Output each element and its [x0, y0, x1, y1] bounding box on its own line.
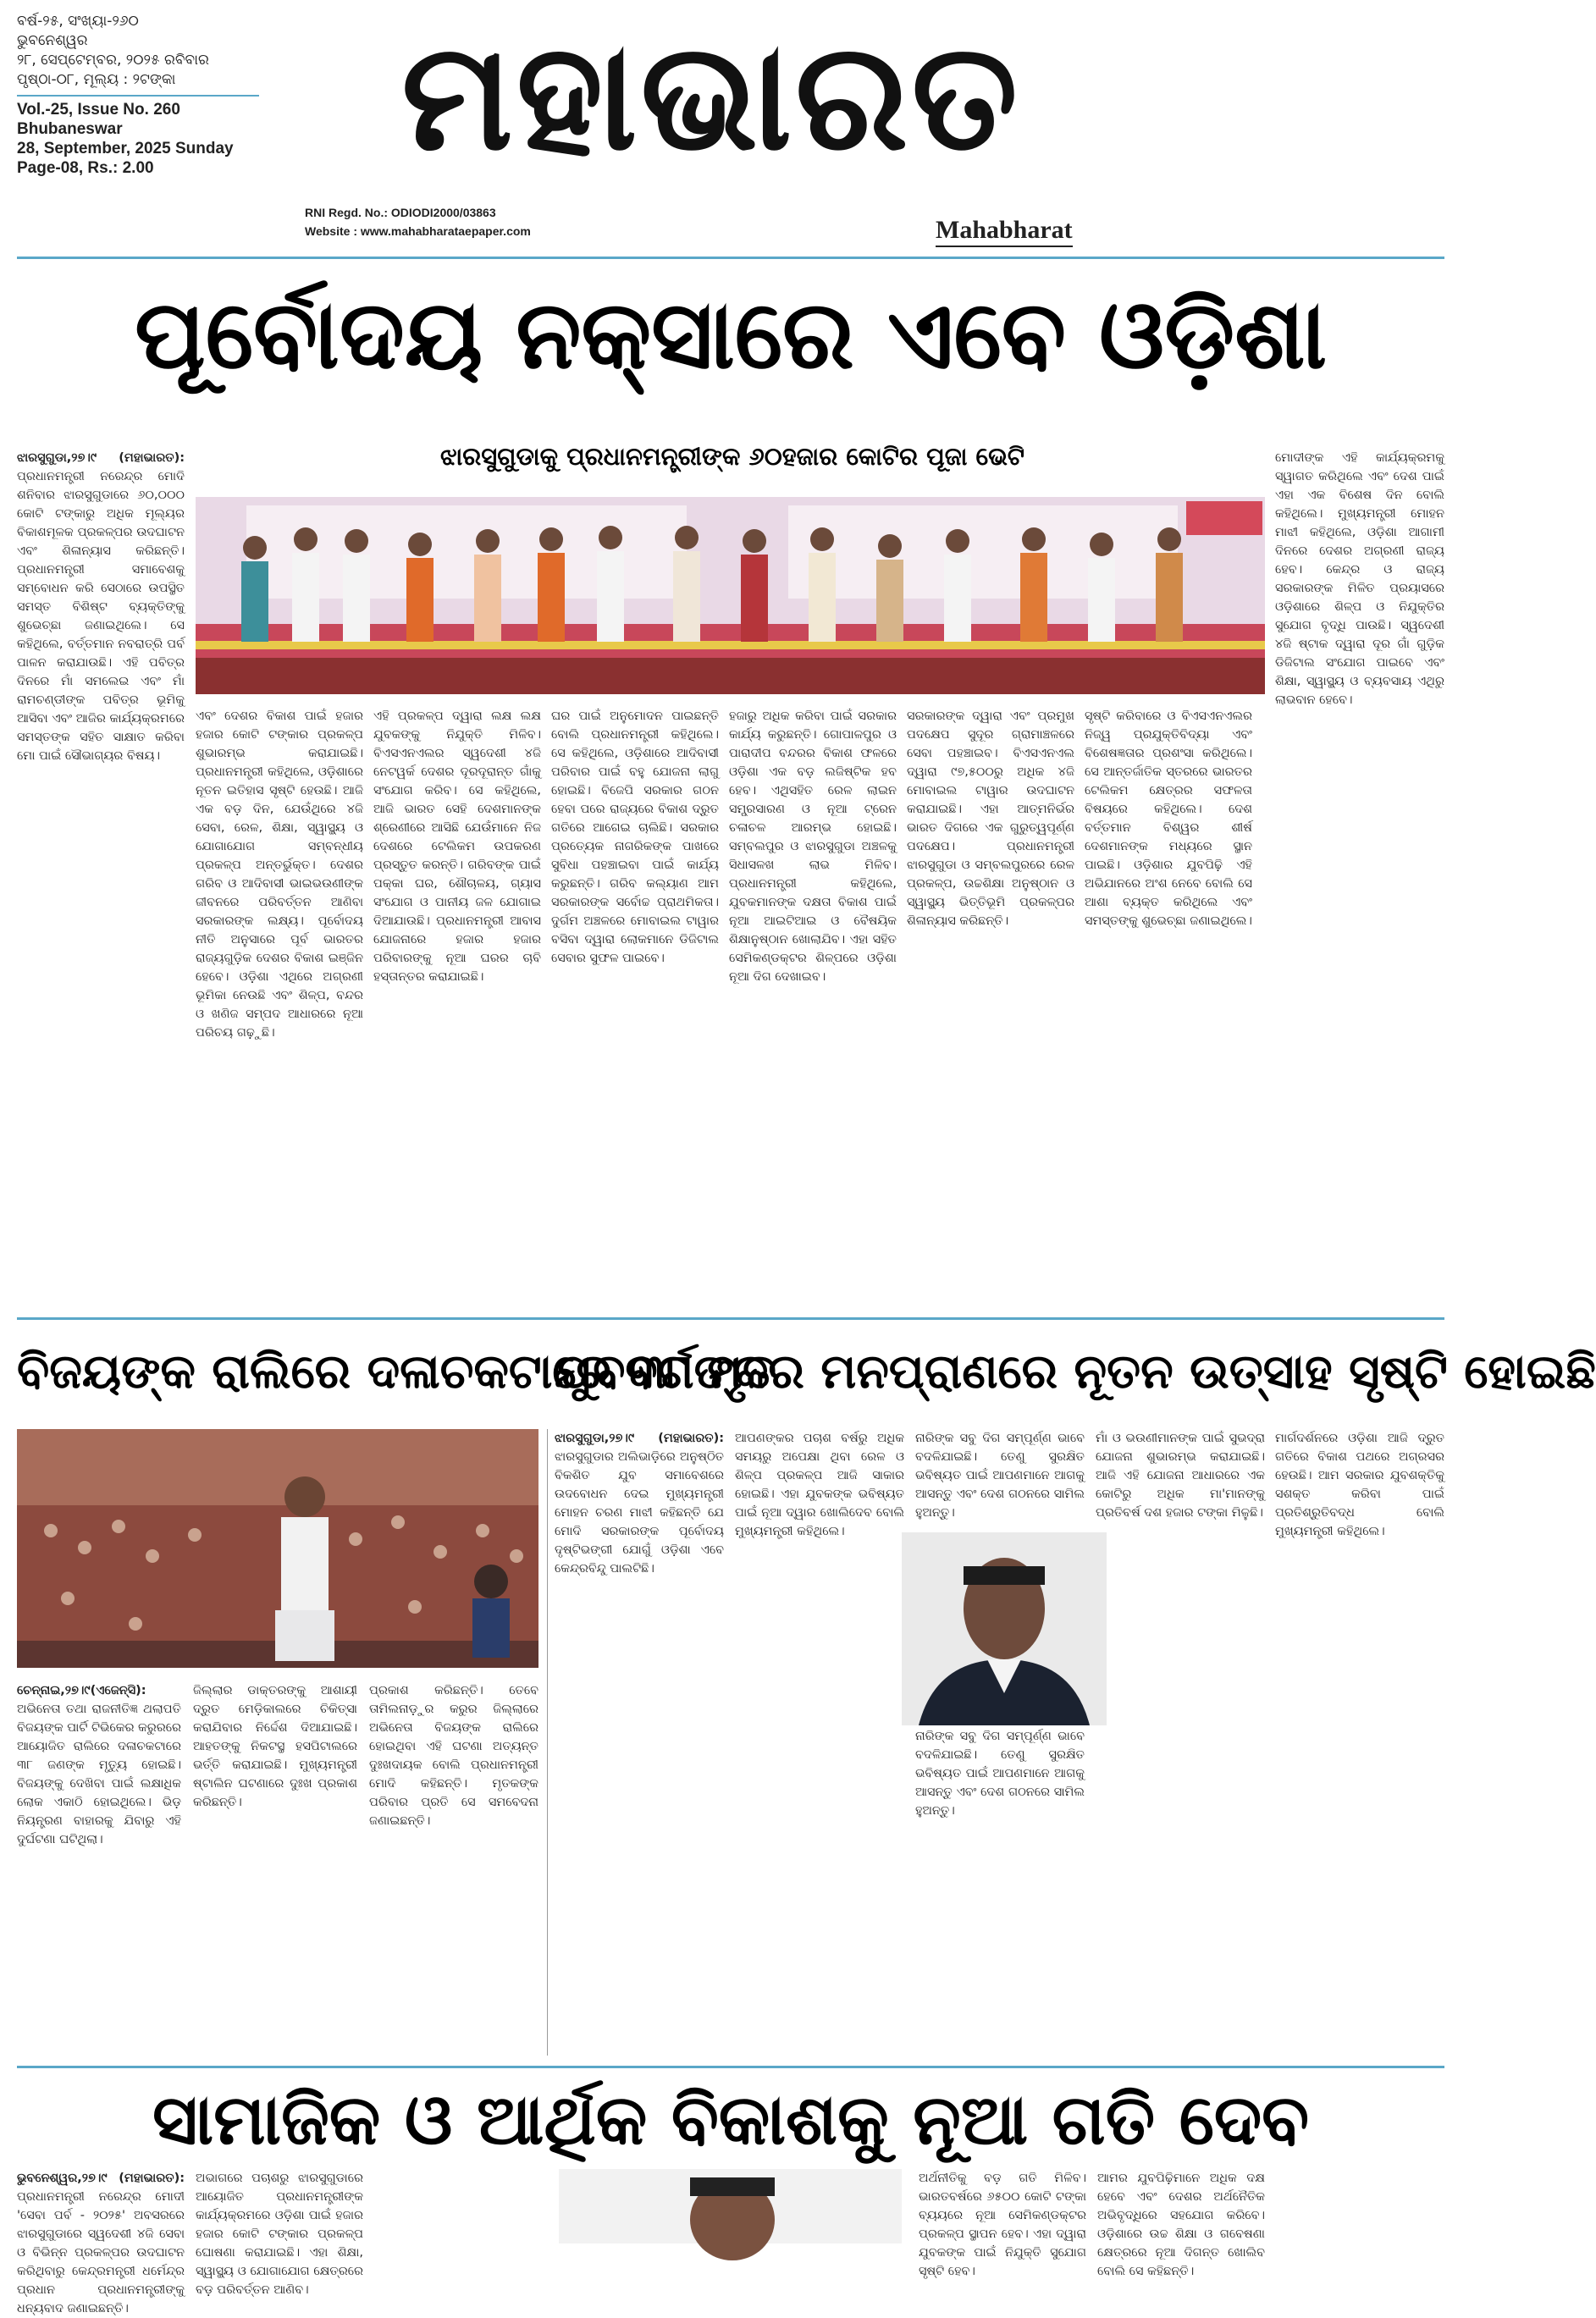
- en-city: Bhubaneswar: [17, 120, 123, 138]
- story2-lead: ଅଭିନେତା ତଥା ରାଜନୀତିଜ୍ଞ ଥଲାପତି ବିଜୟଙ୍କ ପାର୍ଟି ଟିଭିକେର କରୁରରେ ଆୟୋଜିତ ରାଲିରେ ଦଳାଚକଟାରେ ୩୮ ଜଣଙ୍କ ମୃତ୍ୟୁ ହୋଇଛି। ବିଜୟଙ୍କୁ ଦେଖିବା ପାଇଁ ଲକ୍ଷାଧିକ ଲୋକ ଏକାଠି ହୋଇଥିଲେ। ଭିଡ଼ ନିୟନ୍ତ୍ରଣ ବାହାରକୁ ଯିବାରୁ ଏହି ଦୁର୍ଘଟଣା ଘଟିଥିଲା।: [17, 1703, 182, 1846]
- masthead-rule: [17, 257, 1444, 259]
- story3-column-3b: ନାରିଙ୍କ ସବୁ ଦିଗ ସମ୍ପୂର୍ଣ୍ଣ ଭାବେ ବଦଳିଯାଇଛି। ତେଣୁ ସୁରକ୍ଷିତ ଭବିଷ୍ୟତ ପାଇଁ ଆପଣମାନେ ଆଗକୁ ଆସନ୍ତୁ ଏବଂ ଦେଶ ଗଠନରେ ସାମିଲ ହୁଅନ୍ତୁ।: [915, 1730, 1085, 1818]
- chief-minister-photo: [902, 1532, 1107, 1725]
- story4-column-1: [17, 2169, 185, 2315]
- story4-headline: ସାମାଜିକ ଓ ଆର୍ଥିକ ବିକାଶକୁ ନୂଆ ଗତି ଦେବ: [152, 2080, 1310, 2161]
- story2-column-2: ଜିଲ୍ଲାର ଡାକ୍ତରଙ୍କୁ ଆଶାୟୀ ଦ୍ରୁତ ମେଡ଼ିକାଲରେ ଚିକିତ୍ସା କରାଯିବାର ନିର୍ଦ୍ଦେଶ ଦିଆଯାଇଛି। ଆହତଙ୍କୁ ନିକଟସ୍ଥ ହସପିଟାଲରେ ଭର୍ତ୍ତି କରାଯାଇଛି। ମୁଖ୍ୟମନ୍ତ୍ରୀ ଷ୍ଟାଲିନ ଘଟଣାରେ ଦୁଃଖ ପ୍ରକାଶ କରିଛନ୍ତି।: [193, 1684, 357, 1809]
- en-price: Page-08, Rs.: 2.00: [17, 159, 154, 177]
- story3-column-2: ଆପଣଙ୍କର ପଚାଶ ବର୍ଷରୁ ଅଧିକ ସମୟରୁ ଅପେକ୍ଷା ଥିବା ରେଳ ଓ ଶିଳ୍ପ ପ୍ରକଳ୍ପ ଆଜି ସାକାର ହୋଇଛି। ଏହା ଯୁବକଙ୍କ ଭବିଷ୍ୟତ ପାଇଁ ନୂଆ ଦ୍ୱାର ଖୋଲିଦେବ ବୋଲି ମୁଖ୍ୟମନ୍ତ୍ରୀ କହିଥିଲେ।: [735, 1432, 904, 1538]
- story3-headline: ଯୁବବର୍ଗଙ୍କର ମନପ୍ରାଣରେ ନୂତନ ଉତ୍ସାହ ସୃଷ୍ଟି ହୋଇଛି: [555, 1344, 1596, 1399]
- odia-date: ୨୮, ସେପ୍ଟେମ୍ବର, ୨୦୨୫ ରବିବାର: [17, 52, 209, 69]
- story1-subhead: ଝାରସୁଗୁଡାକୁ ପ୍ରଧାନମନ୍ତ୍ରୀଙ୍କ ୬୦ହଜାର କୋଟିର ପୂଜା ଭେଟି: [440, 442, 1024, 471]
- story2-headline: ବିଜୟଙ୍କ ରାଲିରେ ଦଳାଚକଟାରେ ୩୮ ମୃତ: [17, 1344, 776, 1399]
- en-date: 28, September, 2025 Sunday: [17, 140, 234, 157]
- masthead-issue-info: [17, 12, 262, 178]
- en-issue: Vol.-25, Issue No. 260: [17, 101, 180, 119]
- column-divider: [547, 1429, 548, 2056]
- story1-headline: ପୂର୍ବୋଦୟ ନକ୍ସାରେ ଏବେ ଓଡ଼ିଶା: [134, 280, 1327, 390]
- section-rule-2: [17, 2066, 1444, 2068]
- story3-column-4: ମାଁ ଓ ଭଉଣୀମାନଙ୍କ ପାଇଁ ସୁଭଦ୍ରା ଯୋଜନା ଶୁଭାରମ୍ଭ କରାଯାଇଛି। ଆଜି ଏହି ଯୋଜନା ଆଧାରରେ ଏକ କୋଟିରୁ ଅଧିକ ମା'ମାନଙ୍କୁ ପ୍ରତିବର୍ଷ ଦଶ ହଜାର ଟଙ୍କା ମିଳୁଛି।: [1096, 1432, 1265, 1520]
- story1-dateline: ଝାରସୁଗୁଡା,୨୭।୯ (ମହାଭାରତ):: [17, 451, 185, 465]
- website-link[interactable]: Website : www.mahabharataepaper.com: [305, 224, 531, 238]
- story1-column-6: ସରକାରଙ୍କ ଦ୍ୱାରା ଏବଂ ପ୍ରମୁଖ ପଦକ୍ଷେପ ସୁଦୂର ଗ୍ରାମାଞ୍ଚଳରେ ସେବା ପହଞ୍ଚାଇବ। ବିଏସଏନଏଲ ଦ୍ୱାରା ୯୭,୫୦୦ରୁ ଅଧିକ ୪ଜି ମୋବାଇଲ ଟାୱାର ଉଦଘାଟନ କରାଯାଇଛି। ଏହା ଆତ୍ମନିର୍ଭର ଭାରତ ଦିଗରେ ଏକ ଗୁରୁତ୍ୱପୂର୍ଣ୍ଣ ପଦକ୍ଷେପ। ପ୍ରଧାନମନ୍ତ୍ରୀ ଝାରସୁଗୁଡା ଓ ସମ୍ବଲପୁରରେ ରେଳ ପ୍ରକଳ୍ପ, ଉଚ୍ଚଶିକ୍ଷା ଅନୁଷ୍ଠାନ ଓ ସ୍ୱାସ୍ଥ୍ୟ ଭିତ୍ତିଭୂମି ପ୍ରକଳ୍ପର ଶିଳାନ୍ୟାସ କରିଛନ୍ତି।: [907, 709, 1074, 928]
- odia-price: ପୃଷ୍ଠା-୦୮, ମୂଲ୍ୟ : ୨ଟଙ୍କା: [17, 71, 176, 88]
- story2-column-3: ପ୍ରକାଶ କରିଛନ୍ତି। ତେବେ ତାମିଲନାଡ଼ୁର କରୁର ଜିଲ୍ଲାରେ ଅଭିନେତା ବିଜୟଙ୍କ ରାଲିରେ ହୋଇଥିବା ଏହି ଘଟଣା ଅତ୍ୟନ୍ତ ଦୁଃଖଦାୟକ ବୋଲି ପ୍ରଧାନମନ୍ତ୍ରୀ ମୋଦି କହିଛନ୍ତି। ମୃତକଙ୍କ ପରିବାର ପ୍ରତି ସେ ସମବେଦନା ଜଣାଇଛନ୍ତି।: [369, 1684, 538, 1828]
- story4-lead: ପ୍ରଧାନମନ୍ତ୍ରୀ ନରେନ୍ଦ୍ର ମୋଦୀ 'ସେବା ପର୍ବ - ୨୦୨୫' ଅବସରରେ ଝାରସୁଗୁଡାରେ ସ୍ୱଦେଶୀ ୪ଜି ସେବା ଓ ବିଭିନ୍ନ ପ୍ରକଳ୍ପର ଉଦଘାଟନ କରିଥିବାରୁ କେନ୍ଦ୍ରମନ୍ତ୍ରୀ ଧର୍ମେନ୍ଦ୍ର ପ୍ରଧାନ ପ୍ରଧାନମନ୍ତ୍ରୀଙ୍କୁ ଧନ୍ୟବାଦ ଜଣାଇଛନ୍ତି।: [17, 2190, 185, 2315]
- story4-dateline: ଭୁବନେଶ୍ୱର,୨୭।୯ (ମହାଭାରତ):: [17, 2172, 185, 2185]
- union-minister-photo: [559, 2169, 902, 2243]
- newspaper-logo: ମହାଭାରତ: [401, 10, 1021, 184]
- odia-issue: ବର୍ଷ-୨୫, ସଂଖ୍ୟା-୨୬୦: [17, 13, 139, 30]
- rni-number: RNI Regd. No.: ODIODI2000/03863: [305, 206, 496, 219]
- story1-lead: ପ୍ରଧାନମନ୍ତ୍ରୀ ନରେନ୍ଦ୍ର ମୋଦି ଶନିବାର ଝାରସୁଗୁଡାରେ ୬୦,୦୦୦ କୋଟି ଟଙ୍କାରୁ ଅଧିକ ମୂଲ୍ୟର ବିକାଶମୂଳକ ପ୍ରକଳ୍ପର ଉଦଘାଟନ ଏବଂ ଶିଳାନ୍ୟାସ କରିଛନ୍ତି। ପ୍ରଧାନମନ୍ତ୍ରୀ ସମାବେଶକୁ ସମ୍ବୋଧନ କରି ସେଠାରେ ଉପସ୍ଥିତ ସମସ୍ତ ବିଶିଷ୍ଟ ବ୍ୟକ୍ତିଙ୍କୁ ଶୁଭେଚ୍ଛା ଜଣାଇଥିଲେ। ସେ କହିଥିଲେ, ବର୍ତ୍ତମାନ ନବରାତ୍ରି ପର୍ବ ପାଳନ କରାଯାଉଛି। ଏହି ପବିତ୍ର ଦିନରେ ମାଁ ସମଲେଇ ଏବଂ ମାଁ ରାମଚଣ୍ଡୀଙ୍କ ପବିତ୍ର ଭୂମିକୁ ଆସିବା ଏବଂ ଆଜିର କାର୍ଯ୍ୟକ୍ରମରେ ସମସ୍ତଙ୍କ ସହିତ ସାକ୍ଷାତ କରିବା ମୋ ପାଇଁ ସୌଭାଗ୍ୟର ବିଷୟ।: [17, 470, 185, 763]
- section-rule-1: [17, 1317, 1444, 1320]
- story2-column-1: [17, 1681, 181, 2054]
- story3-column-3: ନାରିଙ୍କ ସବୁ ଦିଗ ସମ୍ପୂର୍ଣ୍ଣ ଭାବେ ବଦଳିଯାଇଛି। ତେଣୁ ସୁରକ୍ଷିତ ଭବିଷ୍ୟତ ପାଇଁ ଆପଣମାନେ ଆଗକୁ ଆସନ୍ତୁ ଏବଂ ଦେଶ ଗଠନରେ ସାମିଲ ହୁଅନ୍ତୁ।: [915, 1432, 1085, 1520]
- story4-column-4: ଆମର ଯୁବପିଢ଼ିମାନେ ଅଧିକ ଦକ୍ଷ ହେବେ ଏବଂ ଦେଶର ଅର୍ଥନୈତିକ ଅଭିବୃଦ୍ଧିରେ ସହଯୋଗ କରିବେ। ଓଡ଼ିଶାରେ ଉଚ୍ଚ ଶିକ୍ଷା ଓ ଗବେଷଣା କ୍ଷେତ୍ରରେ ନୂଆ ଦିଗନ୍ତ ଖୋଲିବ ବୋଲି ସେ କହିଛନ୍ତି।: [1097, 2172, 1265, 2278]
- story1-column-1: [17, 449, 185, 1304]
- story4-column-2: ଅଭାଗରେ ପଚାଶରୁ ଝାରସୁଗୁଡାରେ ଆୟୋଜିତ ପ୍ରଧାନମନ୍ତ୍ରୀଙ୍କ କାର୍ଯ୍ୟକ୍ରମରେ ଓଡ଼ିଶା ପାଇଁ ହଜାର ହଜାର କୋଟି ଟଙ୍କାର ପ୍ରକଳ୍ପ ଘୋଷଣା କରାଯାଇଛି। ଏହା ଶିକ୍ଷା, ସ୍ୱାସ୍ଥ୍ୟ ଓ ଯୋଗାଯୋଗ କ୍ଷେତ୍ରରେ ବଡ଼ ପରିବର୍ତ୍ତନ ଆଣିବ।: [196, 2172, 363, 2297]
- odia-city: ଭୁବନେଶ୍ୱର: [17, 32, 88, 49]
- rally-crowd-photo: [17, 1429, 538, 1668]
- story3-lead: ଝାରସୁଗୁଡାର ଅଲିଭାଡ଼ିରେ ଅନୁଷ୍ଠିତ ବିକଶିତ ଯୁବ ସମାବେଶରେ ଉଦବୋଧନ ଦେଇ ମୁଖ୍ୟମନ୍ତ୍ରୀ ମୋହନ ଚରଣ ମାଝୀ କହିଛନ୍ତି ଯେ ମୋଦି ସରକାରଙ୍କ ପୂର୍ବୋଦୟ ଦୃଷ୍ଟିଭଙ୍ଗୀ ଯୋଗୁଁ ଓଡ଼ିଶା ଏବେ କେନ୍ଦ୍ରବିନ୍ଦୁ ପାଲଟିଛି।: [555, 1450, 724, 1576]
- registration-info: [305, 203, 531, 240]
- brand-english-name: Mahabharat: [936, 216, 1073, 247]
- story3-dateline: ଝାରସୁଗୁଡା,୨୭।୯ (ମହାଭାରତ):: [555, 1432, 724, 1445]
- story2-dateline: ଚେନ୍ନାଇ,୨୭।୯(ଏଜେନ୍ସି):: [17, 1684, 146, 1697]
- story3-column-1: [555, 1429, 724, 2056]
- story1-column-7: ସୃଷ୍ଟି କରିବାରେ ଓ ବିଏସଏନଏଲର ନିଜ୍ୱ ପ୍ରଯୁକ୍ତିବିଦ୍ୟା ଏବଂ ବିଶେଷଜ୍ଞତାର ପ୍ରଶଂସା କରିଥିଲେ। ସେ ଆନ୍ତର୍ଜାତିକ ସ୍ତରରେ ଭାରତର ଟେଲିକମ କ୍ଷେତ୍ରର ସଫଳତା ବିଷୟରେ କହିଥିଲେ। ଦେଶ ବର୍ତ୍ତମାନ ବିଶ୍ୱର ଶୀର୍ଷ ଦେଶମାନଙ୍କ ମଧ୍ୟରେ ସ୍ଥାନ ପାଇଛି। ଓଡ଼ିଶାର ଯୁବପିଢ଼ି ଏହି ଅଭିଯାନରେ ଅଂଶ ନେବେ ବୋଲି ସେ ଆଶା ବ୍ୟକ୍ତ କରିଥିଲେ ଏବଂ ସମସ୍ତଙ୍କୁ ଶୁଭେଚ୍ଛା ଜଣାଇଥିଲେ।: [1085, 709, 1252, 928]
- story1-column-8: ମୋଦୀଙ୍କ ଏହି କାର୍ଯ୍ୟକ୍ରମକୁ ସ୍ୱାଗତ କରିଥିଲେ ଏବଂ ଦେଶ ପାଇଁ ଏହା ଏକ ବିଶେଷ ଦିନ ବୋଲି କହିଥିଲେ। ମୁଖ୍ୟମନ୍ତ୍ରୀ ମୋହନ ମାଝୀ କହିଥିଲେ, ଓଡ଼ିଶା ଆଗାମୀ ଦିନରେ ଦେଶର ଅଗ୍ରଣୀ ରାଜ୍ୟ ହେବ। କେନ୍ଦ୍ର ଓ ରାଜ୍ୟ ସରକାରଙ୍କ ମିଳିତ ପ୍ରୟାସରେ ଓଡ଼ିଶାରେ ଶିଳ୍ପ ଓ ନିଯୁକ୍ତିର ସୁଯୋଗ ବୃଦ୍ଧି ପାଉଛି। ସ୍ୱଦେଶୀ ୪ଜି ଷ୍ଟାକ ଦ୍ୱାରା ଦୂର ଗାଁ ଗୁଡ଼ିକ ଡିଜିଟାଲ ସଂଯୋଗ ପାଇବେ ଏବଂ ଶିକ୍ଷା, ସ୍ୱାସ୍ଥ୍ୟ ଓ ବ୍ୟବସାୟ ଏଥିରୁ ଲାଭବାନ ହେବେ।: [1275, 451, 1444, 707]
- story1-column-2: ଏବଂ ଦେଶର ବିକାଶ ପାଇଁ ହଜାର ହଜାର କୋଟି ଟଙ୍କାର ପ୍ରକଳ୍ପ ଶୁଭାରମ୍ଭ କରାଯାଇଛି। ପ୍ରଧାନମନ୍ତ୍ରୀ କହିଥିଲେ, ଓଡ଼ିଶାରେ ନୂତନ ଇତିହାସ ସୃଷ୍ଟି ହେଉଛି। ଆଜି ଏକ ବଡ଼ ଦିନ, ଯେଉଁଥିରେ ୪ଜି ସେବା, ରେଳ, ଶିକ୍ଷା, ସ୍ୱାସ୍ଥ୍ୟ ଓ ଯୋଗାଯୋଗ ସମ୍ବନ୍ଧୀୟ ପ୍ରକଳ୍ପ ଅନ୍ତର୍ଭୁକ୍ତ। ଦେଶର ଗରିବ ଓ ଆଦିବାସୀ ଭାଇଭଉଣୀଙ୍କ ଜୀବନରେ ପରିବର୍ତ୍ତନ ଆଣିବା ସରକାରଙ୍କ ଲକ୍ଷ୍ୟ। ପୂର୍ବୋଦୟ ନୀତି ଅନୁସାରେ ପୂର୍ବ ଭାରତର ରାଜ୍ୟଗୁଡ଼ିକ ଦେଶର ବିକାଶ ଇଞ୍ଜିନ ହେବେ। ଓଡ଼ିଶା ଏଥିରେ ଅଗ୍ରଣୀ ଭୂମିକା ନେଉଛି ଏବଂ ଶିଳ୍ପ, ବନ୍ଦର ଓ ଖଣିଜ ସମ୍ପଦ ଆଧାରରେ ନୂଆ ପରିଚୟ ଗଢ଼ୁଛି।: [196, 709, 363, 1040]
- masthead-divider: [17, 95, 259, 97]
- story4-column-3: ଅର୍ଥନୀତିକୁ ବଡ଼ ଗତି ମିଳିବ। ଭାରତବର୍ଷରେ ୬୫୦୦ କୋଟି ଟଙ୍କା ବ୍ୟୟରେ ନୂଆ ସେମିକଣ୍ଡକ୍ଟର ପ୍ରକଳ୍ପ ସ୍ଥାପନ ହେବ। ଏହା ଦ୍ୱାରା ଯୁବକଙ୍କ ପାଇଁ ନିଯୁକ୍ତି ସୁଯୋଗ ସୃଷ୍ଟି ହେବ।: [919, 2172, 1086, 2278]
- story3-column-5: ମାର୍ଗଦର୍ଶନରେ ଓଡ଼ିଶା ଆଜି ଦ୍ରୁତ ଗତିରେ ବିକାଶ ପଥରେ ଅଗ୍ରସର ହେଉଛି। ଆମ ସରକାର ଯୁବଶକ୍ତିକୁ ସଶକ୍ତ କରିବା ପାଇଁ ପ୍ରତିଶ୍ରୁତିବଦ୍ଧ ବୋଲି ମୁଖ୍ୟମନ୍ତ୍ରୀ କହିଥିଲେ।: [1275, 1432, 1444, 1538]
- story1-column-5: ହଜାରୁ ଅଧିକ କରିବା ପାଇଁ ସରକାର କାର୍ଯ୍ୟ କରୁଛନ୍ତି। ଗୋପାଳପୁର ଓ ପାରାଦୀପ ବନ୍ଦରର ବିକାଶ ଫଳରେ ଓଡ଼ିଶା ଏକ ବଡ଼ ଲଜିଷ୍ଟିକ ହବ ହେବ। ଏଥିସହିତ ରେଳ ଲାଇନ ସମ୍ପ୍ରସାରଣ ଓ ନୂଆ ଟ୍ରେନ ଚଳାଚଳ ଆରମ୍ଭ ହୋଇଛି। ସମ୍ବଲପୁର ଓ ଝାରସୁଗୁଡା ଅଞ୍ଚଳକୁ ସିଧାସଳଖ ଲାଭ ମିଳିବ। ପ୍ରଧାନମନ୍ତ୍ରୀ କହିଥିଲେ, ଯୁବକମାନଙ୍କ ଦକ୍ଷତା ବିକାଶ ପାଇଁ ନୂଆ ଆଇଟିଆଇ ଓ ବୈଷୟିକ ଶିକ୍ଷାନୁଷ୍ଠାନ ଖୋଲାଯିବ। ଏହା ସହିତ ସେମିକଣ୍ଡକ୍ଟର ଶିଳ୍ପରେ ଓଡ଼ିଶା ନୂଆ ଦିଗ ଦେଖାଇବ।: [729, 709, 897, 984]
- story1-column-4: ଘର ପାଇଁ ଅନୁମୋଦନ ପାଇଛନ୍ତି ବୋଲି ପ୍ରଧାନମନ୍ତ୍ରୀ କହିଥିଲେ। ସେ କହିଥିଲେ, ଓଡ଼ିଶାରେ ଆଦିବାସୀ ପରିବାର ପାଇଁ ବହୁ ଯୋଜନା ଲାଗୁ ହୋଇଛି। ବିଜେପି ସରକାର ଗଠନ ହେବା ପରେ ରାଜ୍ୟରେ ବିକାଶ ଦ୍ରୁତ ଗତିରେ ଆଗେଇ ଚାଲିଛି। ସରକାର ପ୍ରତ୍ୟେକ ନାଗରିକଙ୍କ ପାଖରେ ସୁବିଧା ପହଞ୍ଚାଇବା ପାଇଁ କାର୍ଯ୍ୟ କରୁଛନ୍ତି। ଗରିବ କଲ୍ୟାଣ ଆମ ସରକାରଙ୍କ ସର୍ବୋଚ୍ଚ ପ୍ରାଥମିକତା। ଦୁର୍ଗମ ଅଞ୍ଚଳରେ ମୋବାଇଲ ଟାୱାର ବସିବା ଦ୍ୱାରା ଲୋକମାନେ ଡିଜିଟାଲ ସେବାର ସୁଫଳ ପାଇବେ।: [551, 709, 719, 965]
- story1-column-3: ଏହି ପ୍ରକଳ୍ପ ଦ୍ୱାରା ଲକ୍ଷ ଲକ୍ଷ ଯୁବକଙ୍କୁ ନିଯୁକ୍ତି ମିଳିବ। ବିଏସଏନଏଲର ସ୍ୱଦେଶୀ ୪ଜି ନେଟୱର୍କ ଦେଶର ଦୂରଦୂରାନ୍ତ ଗାଁକୁ ସଂଯୋଗ କରିବ। ସେ କହିଥିଲେ, ଆଜି ଭାରତ ସେହି ଦେଶମାନଙ୍କ ଶ୍ରେଣୀରେ ଆସିଛି ଯେଉଁମାନେ ନିଜ ଦେଶରେ ଟେଲିକମ ଉପକରଣ ପ୍ରସ୍ତୁତ କରନ୍ତି। ଗରିବଙ୍କ ପାଇଁ ପକ୍କା ଘର, ଶୌଚାଳୟ, ଗ୍ୟାସ ସଂଯୋଗ ଓ ପାନୀୟ ଜଳ ଯୋଗାଇ ଦିଆଯାଉଛି। ପ୍ରଧାନମନ୍ତ୍ରୀ ଆବାସ ଯୋଜନାରେ ହଜାର ହଜାର ପରିବାରଙ୍କୁ ନୂଆ ଘରର ଚାବି ହସ୍ତାନ୍ତର କରାଯାଇଛି।: [373, 709, 541, 984]
- pm-stage-photo: [196, 497, 1265, 694]
